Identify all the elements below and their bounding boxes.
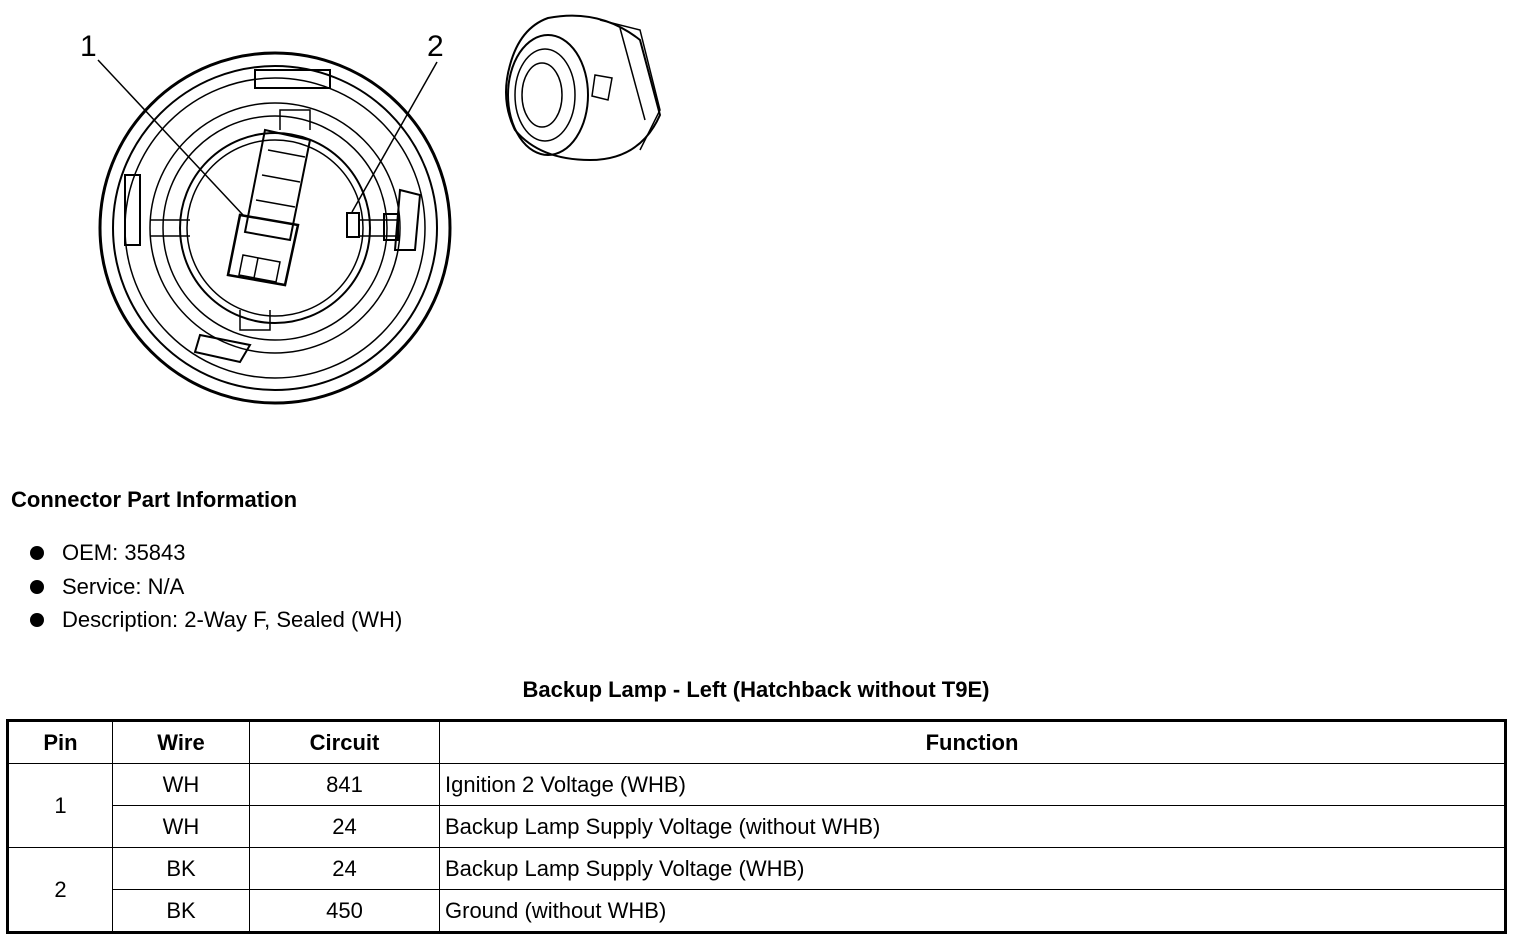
circuit-cell: 841 <box>250 764 440 806</box>
wire-cell: BK <box>113 890 250 933</box>
table-row <box>8 764 1506 806</box>
function-cell: Backup Lamp Supply Voltage (without WHB) <box>440 806 1506 848</box>
list-item: Service: N/A <box>30 572 402 606</box>
connector-info-list <box>30 538 402 639</box>
list-item: Description: 2-Way F, Sealed (WH) <box>30 605 402 639</box>
table-row <box>8 890 1506 933</box>
connector-side-view <box>506 16 660 160</box>
connector-face-view <box>98 53 450 403</box>
wire-cell: WH <box>113 764 250 806</box>
bullet-icon <box>30 546 44 560</box>
pinout-table <box>6 719 1507 934</box>
table-row <box>8 848 1506 890</box>
wire-cell: BK <box>113 848 250 890</box>
wire-cell: WH <box>113 806 250 848</box>
circuit-cell: 24 <box>250 848 440 890</box>
table-row <box>8 806 1506 848</box>
list-item: OEM: 35843 <box>30 538 402 572</box>
connector-info-heading: Connector Part Information <box>11 487 298 512</box>
header-function: Function <box>440 721 1506 764</box>
function-cell: Ground (without WHB) <box>440 890 1506 933</box>
header-wire: Wire <box>113 721 250 764</box>
circuit-cell: 24 <box>250 806 440 848</box>
connector-drawing <box>0 0 700 420</box>
bullet-icon <box>30 613 44 627</box>
callout-pin-1: 1 <box>80 30 97 63</box>
circuit-cell: 450 <box>250 890 440 933</box>
table-title: Backup Lamp - Left (Hatchback without T9E) <box>522 677 990 702</box>
callout-pin-2: 2 <box>427 30 444 63</box>
header-circuit: Circuit <box>250 721 440 764</box>
table-header-row <box>8 721 1506 764</box>
header-pin: Pin <box>8 721 113 764</box>
pin-cell: 2 <box>8 848 113 933</box>
function-cell: Ignition 2 Voltage (WHB) <box>440 764 1506 806</box>
function-cell: Backup Lamp Supply Voltage (WHB) <box>440 848 1506 890</box>
pin-cell: 1 <box>8 764 113 848</box>
bullet-icon <box>30 580 44 594</box>
